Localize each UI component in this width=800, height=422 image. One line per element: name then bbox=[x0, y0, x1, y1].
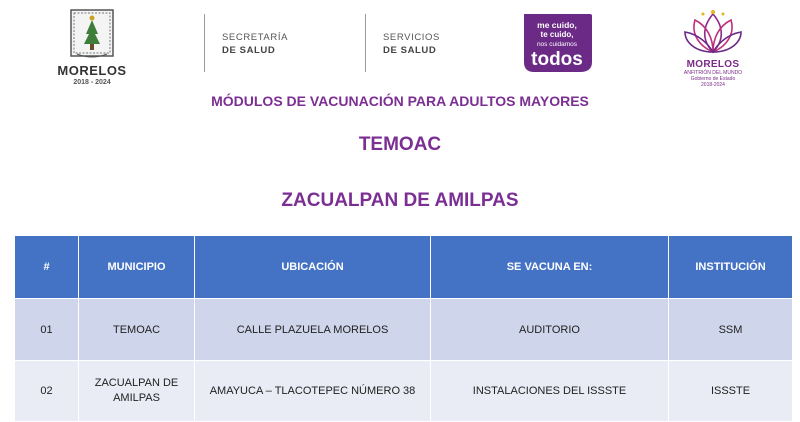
column-header-se-vacuna: SE VACUNA EN: bbox=[431, 236, 669, 299]
cell-se-vacuna: INSTALACIONES DEL ISSSTE bbox=[431, 361, 669, 422]
morelos-coat-of-arms-logo bbox=[50, 8, 134, 86]
servicios-salud-logo bbox=[383, 31, 440, 57]
secretaria-salud-logo bbox=[222, 31, 288, 57]
morelos2-logo-sub3: 2018-2024 bbox=[701, 82, 725, 88]
badge-line3: nos cuidamos bbox=[536, 41, 578, 48]
divider bbox=[365, 14, 366, 72]
servicios-salud-line1: SERVICIOS bbox=[383, 32, 440, 43]
column-header-number: # bbox=[15, 236, 79, 299]
vaccination-modules-table bbox=[14, 235, 793, 422]
morelos2-logo-sub2: Gobierno de Estado bbox=[690, 76, 736, 82]
badge-line4: todos bbox=[531, 49, 583, 70]
cell-institucion: ISSSTE bbox=[669, 361, 793, 422]
secretaria-salud-line1: SECRETARÍA bbox=[222, 32, 289, 43]
morelos2-logo-name: MORELOS bbox=[686, 59, 740, 70]
cell-ubicacion: CALLE PLAZUELA MORELOS bbox=[195, 299, 431, 361]
column-header-ubicacion: UBICACIÓN bbox=[195, 236, 431, 299]
morelos2-logo-sub1: ANFITRIÓN DEL MUNDO bbox=[683, 70, 743, 76]
cell-municipio: TEMOAC bbox=[79, 299, 195, 361]
cell-number: 02 bbox=[15, 361, 79, 422]
cell-se-vacuna: AUDITORIO bbox=[431, 299, 669, 361]
municipality-title-temoac: TEMOAC bbox=[358, 134, 442, 155]
header-logos bbox=[0, 0, 800, 92]
page-title: MÓDULOS DE VACUNACIÓN PARA ADULTOS MAYORES bbox=[211, 93, 589, 109]
cell-municipio bbox=[79, 361, 195, 422]
servicios-salud-line2: DE SALUD bbox=[383, 45, 437, 56]
cell-municipio-text: ZACUALPAN DE AMILPAS bbox=[94, 377, 179, 404]
column-header-institucion: INSTITUCIÓN bbox=[669, 236, 793, 299]
me-cuido-badge bbox=[520, 12, 594, 81]
morelos-logo-name: MORELOS bbox=[57, 63, 127, 78]
table-row bbox=[15, 361, 793, 422]
shield-icon bbox=[69, 8, 115, 62]
column-header-municipio: MUNICIPIO bbox=[79, 236, 195, 299]
morelos-logo-years: 2018 - 2024 bbox=[73, 79, 111, 86]
secretaria-salud-line2: DE SALUD bbox=[222, 45, 276, 56]
cell-ubicacion: AMAYUCA – TLACOTEPEC NÚMERO 38 bbox=[195, 361, 431, 422]
lotus-flower-icon bbox=[683, 8, 743, 56]
cell-institucion: SSM bbox=[669, 299, 793, 361]
cell-number: 01 bbox=[15, 299, 79, 361]
morelos-anfitrion-logo bbox=[668, 8, 758, 88]
table-row bbox=[15, 299, 793, 361]
table-header-row bbox=[15, 236, 793, 299]
badge-line2: te cuido, bbox=[540, 30, 574, 39]
badge-line1: me cuido, bbox=[537, 20, 577, 30]
divider bbox=[204, 14, 205, 72]
municipality-title-zacualpan: ZACUALPAN DE AMILPAS bbox=[281, 190, 519, 211]
